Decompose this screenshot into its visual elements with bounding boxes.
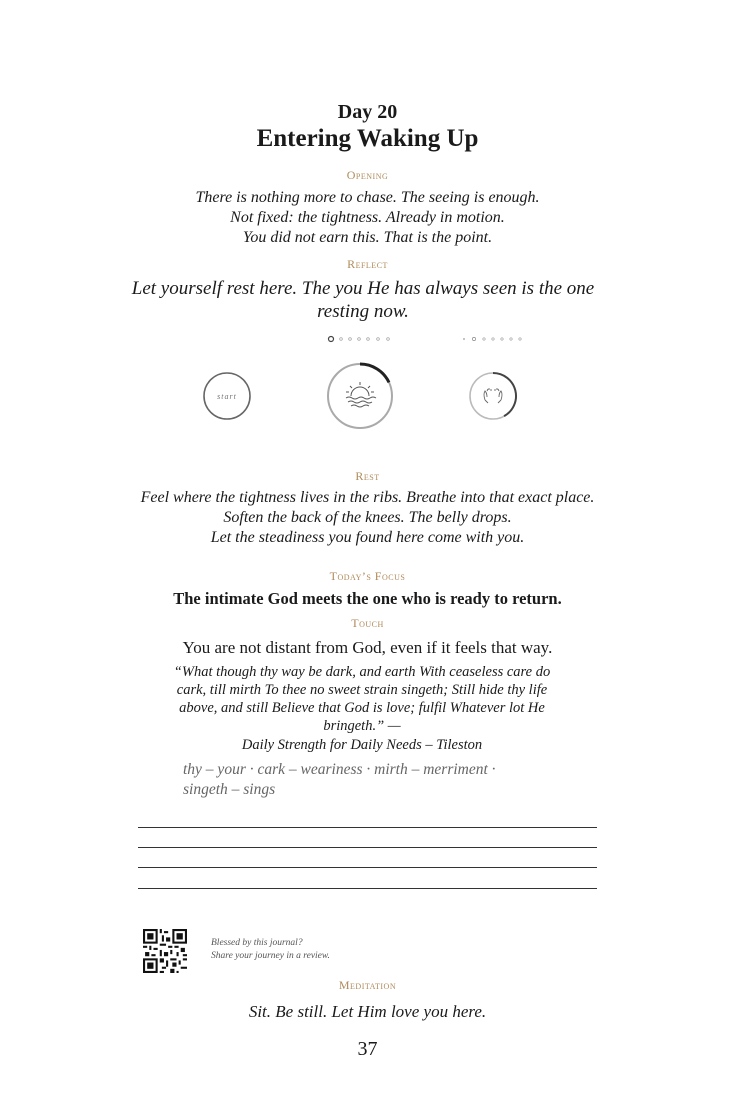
quote-source: Daily Strength for Daily Needs – Tileston (241, 737, 483, 753)
reflect-text: Let yourself rest here. The you He has always seen is the one resting now. (131, 278, 595, 322)
writing-line[interactable] (138, 867, 597, 868)
review-line: Share your journey in a review. (211, 950, 330, 961)
sunrise-practice[interactable] (328, 364, 392, 428)
page-number: 37 (357, 1038, 378, 1060)
progress-dots-left (329, 337, 390, 342)
writing-line[interactable] (138, 847, 597, 848)
rest-line: Let the steadiness you found here come with you. (210, 529, 525, 546)
qr-code-icon[interactable] (142, 929, 188, 973)
focus-label: Today’s Focus (329, 569, 406, 583)
open-hands-icon (484, 388, 502, 403)
progress-dot (501, 338, 503, 340)
hands-practice[interactable] (470, 373, 516, 419)
progress-dot (349, 338, 352, 341)
focus-text: The intimate God meets the one who is ready to return. (173, 589, 562, 608)
opening-line: There is nothing more to chase. The seeing is enough. (195, 189, 540, 206)
progress-arc (360, 364, 389, 382)
meditation-text: Sit. Be still. Let Him love you here. (248, 1002, 487, 1021)
progress-dot-active (329, 337, 334, 342)
rest-text (0, 488, 735, 548)
progress-dot (358, 338, 361, 341)
review-line: Blessed by this journal? (211, 938, 303, 948)
start-button[interactable] (204, 373, 250, 419)
day-heading: Day 20 (337, 101, 398, 123)
opening-line: Not fixed: the tightness. Already in motion. (230, 209, 505, 226)
progress-dot (492, 338, 494, 340)
opening-label: Opening (346, 168, 389, 182)
rest-line: Feel where the tightness lives in the ribs. Breathe into that exact place. (140, 489, 595, 506)
progress-dot-active (472, 337, 475, 340)
progress-dots-right (463, 337, 521, 340)
progress-dot (367, 338, 370, 341)
quote-text: “What though thy way be dark, and earth With ceaseless care do cark, till mirth To thee no sweet strain singeth; Still hide thy life above, and still Believe that God is love; fulfil Whatever lot He bringeth.” — (173, 664, 551, 734)
page-title: Entering Waking Up (256, 125, 479, 152)
reflect-label: Reflect (347, 257, 388, 271)
writing-line[interactable] (138, 827, 597, 828)
progress-dot (387, 338, 390, 341)
progress-dot (483, 338, 485, 340)
sunrise-icon (346, 382, 376, 407)
progress-dot (340, 338, 343, 341)
review-prompt (211, 937, 330, 962)
progress-dot (463, 338, 465, 340)
touch-text: You are not distant from God, even if it feels that way. (182, 638, 553, 657)
meditation-label: Meditation (338, 978, 397, 992)
start-label: start (217, 392, 237, 401)
progress-arc (493, 373, 516, 416)
touch-label: Touch (351, 616, 384, 630)
opening-line: You did not earn this. That is the point. (242, 229, 493, 246)
progress-dot (510, 338, 512, 340)
progress-dot (519, 338, 521, 340)
writing-line[interactable] (138, 888, 597, 889)
progress-dot (377, 338, 380, 341)
rest-line: Soften the back of the knees. The belly drops. (223, 509, 512, 526)
practice-strip (0, 330, 735, 440)
rest-label: Rest (355, 469, 380, 483)
glossary-text: thy – your · cark – weariness · mirth – merriment · singeth – sings (183, 761, 496, 798)
opening-text (0, 188, 735, 248)
